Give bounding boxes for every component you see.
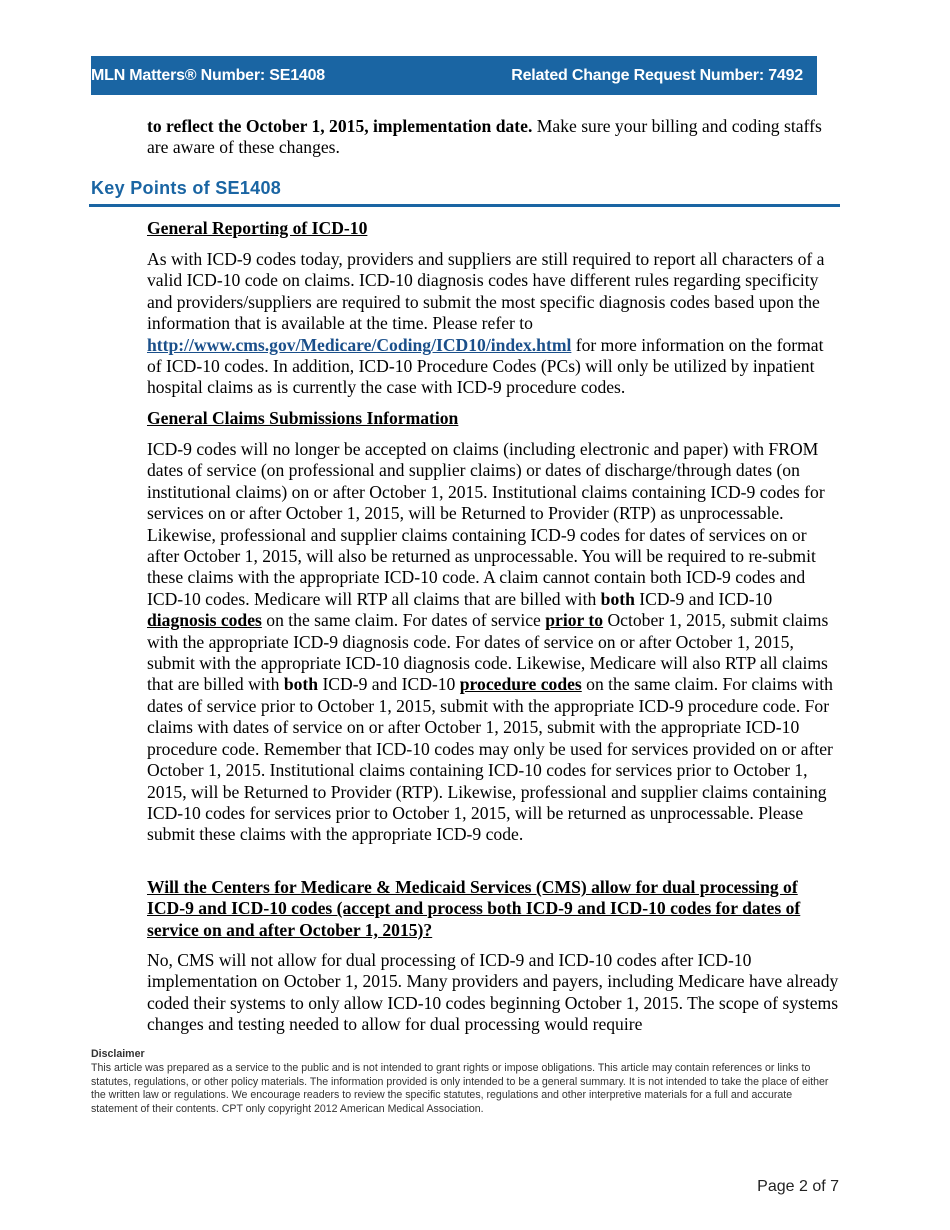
dual-processing-text: No, CMS will not allow for dual processing of ICD-9 and ICD-10 codes after ICD-10 implementation on October 1, 2015. Many providers and payers, including Medicare have already coded their systems to only allow ICD-10 codes beginning October 1, 2015. The scope of systems changes and testing needed to allow for dual processing would require [147,950,839,1035]
claims-info-heading: General Claims Submissions Information [147,408,459,428]
mln-number-label: MLN Matters® Number: SE1408 [91,66,326,84]
claims-emphasis: diagnosis codes [147,610,262,631]
claims-bold: both [600,588,635,609]
disclaimer [91,1048,841,1117]
claims-text: ICD-9 and ICD-10 [634,588,773,609]
change-request-label: Related Change Request Number: 7492 [511,66,803,84]
general-reporting-text-2: for more information on the format of ICD-10 codes. In addition, ICD-10 Procedure Codes (PCs) will only be utilized by inpatient hospital claims as is currently the case with ICD-9 procedure codes. [147,334,824,398]
claims-text: ICD-9 and ICD-10 [318,674,460,695]
section-divider [89,204,840,207]
general-reporting-text-1: As with ICD-9 codes today, providers and suppliers are still required to report all characters of a valid ICD-10 code on claims. ICD-10 diagnosis codes have different rules regarding specificity and providers/suppliers are required to submit the most specific diagnosis codes based upon the information that is available at the time. Please refer to [147,249,825,334]
claims-text: ICD-9 codes will no longer be accepted on claims (including electronic and paper) with FROM dates of service (on professional and supplier claims) or dates of discharge/through dates (on institutional claims) on or after October 1, 2015. Institutional claims containing ICD-9 codes for services on or after October 1, 2015, will be Returned to Provider (RTP) as unprocessable. Likewise, professional and supplier claims containing ICD-9 codes for dates of services on or after October 1, 2015, will also be returned as unprocessable. You will be required to re-submit these claims with the appropriate ICD-10 code. A claim cannot contain both ICD-9 codes and ICD-10 codes. Medicare will RTP all claims that are billed with [147,439,825,609]
claims-text: on the same claim. For claims with dates of service prior to October 1, 2015, submit with the appropriate ICD-9 procedure code. For claims with dates of service on or after October 1, 2015, submit with the appropriate ICD-10 procedure code. Remember that ICD-10 codes may only be used for services provided on or after October 1, 2015. Institutional claims containing ICD-10 codes for services prior to October 1, 2015, will be Returned to Provider (RTP). Likewise, professional and supplier claims containing ICD-10 codes for services prior to October 1, 2015, will be returned as unprocessable. Please submit these claims with the appropriate ICD-9 code. [147,674,833,845]
dual-processing-paragraph [147,950,840,1036]
dual-processing-heading: Will the Centers for Medicare & Medicaid Services (CMS) allow for dual processing of ICD-9 and ICD-10 codes (accept and process both ICD-9 and ICD-10 codes for dates of service on and after October 1, 2015)? [147,877,801,940]
claims-text: on the same claim. For dates of service [261,610,546,631]
intro-rest: Make sure your billing and coding staffs are aware of these changes. [147,116,822,158]
claims-text: October 1, 2015, submit claims with the appropriate ICD-9 diagnosis code. For dates of service on or after October 1, 2015, submit with the appropriate ICD-10 diagnosis code. Likewise, Medicare will also RTP all claims that are billed with [147,610,829,695]
claims-emphasis: prior to [545,610,604,631]
general-reporting-heading: General Reporting of ICD-10 [147,218,368,238]
icd10-info-link[interactable]: http://www.cms.gov/Medicare/Coding/ICD10/index.html [147,334,572,355]
page-number: Page 2 of 7 [757,1178,839,1195]
claims-info-paragraph [147,439,840,846]
general-reporting-paragraph [147,249,840,399]
intro-paragraph [147,116,840,159]
disclaimer-text: This article was prepared as a service to the public and is not intended to grant rights or impose obligations. This article may contain references or links to statutes, regulations, or other policy materials. The information provided is only intended to be a general summary. It is not intended to take the place of either the written law or regulations. We encourage readers to review the specific statutes, regulations and other interpretive materials for a full and accurate statement of their contents. CPT only copyright 2012 American Medical Association. [91,1061,829,1116]
header-bar [91,56,817,95]
claims-emphasis: procedure codes [459,674,582,695]
section-heading: Key Points of SE1408 [91,178,282,198]
disclaimer-title: Disclaimer [91,1048,145,1060]
intro-bold-lead: to reflect the October 1, 2015, implementation date. [147,116,533,136]
claims-bold: both [283,674,319,695]
